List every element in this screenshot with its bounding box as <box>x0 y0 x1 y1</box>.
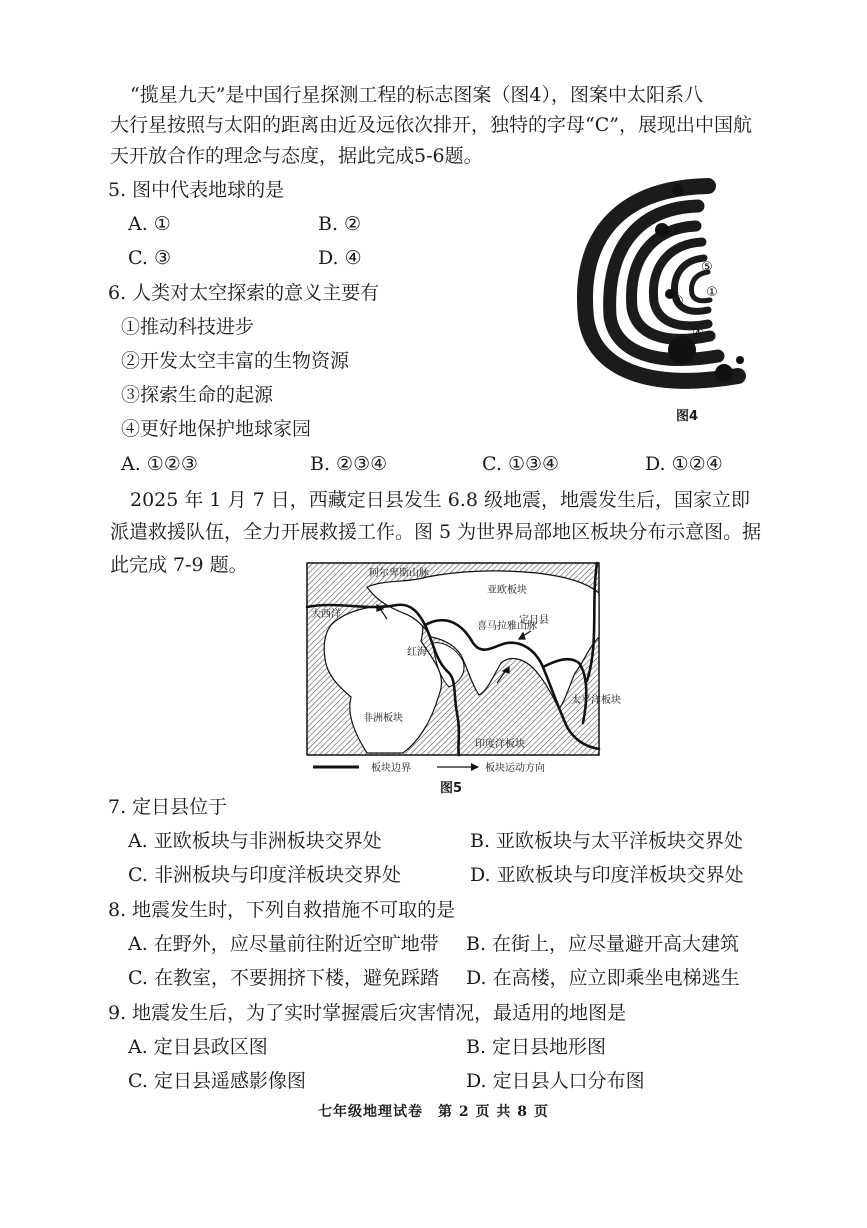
q9-option-c[interactable]: C. 定日县遥感影像图 <box>128 1070 306 1092</box>
q6-item-1: ①推动科技进步 <box>121 316 255 338</box>
q6-option-a[interactable]: A. ①②③ <box>121 453 198 475</box>
fig5-label-indian: 印度洋板块 <box>475 739 525 750</box>
q6-option-d[interactable]: D. ①②④ <box>645 453 723 475</box>
figure-4-caption: 图4 <box>676 409 699 424</box>
intro2-line3: 此完成 7-9 题。 <box>110 554 248 576</box>
q7-option-a[interactable]: A. 亚欧板块与非洲板块交界处 <box>128 830 382 852</box>
q6-item-4: ④更好地保护地球家园 <box>121 418 312 440</box>
figure-5-legend <box>313 760 583 774</box>
q5-option-a[interactable]: A. ① <box>128 213 171 235</box>
q8-option-a[interactable]: A. 在野外，应尽量前往附近空旷地带 <box>128 933 439 955</box>
q8-option-d[interactable]: D. 在高楼，应立即乘坐电梯逃生 <box>466 967 740 989</box>
intro1-line1: “揽星九天”是中国行星探测工程的标志图案（图4），图案中太阳系八 <box>130 84 704 106</box>
intro2-line1: 2025 年 1 月 7 日，西藏定日县发生 6.8 级地震，地震发生后，国家立即 <box>130 489 751 511</box>
fig4-marker-1: ① <box>706 285 718 300</box>
q5-option-d[interactable]: D. ④ <box>318 247 362 269</box>
q6-option-c[interactable]: C. ①③④ <box>482 453 560 475</box>
q5-option-c[interactable]: C. ③ <box>128 247 171 269</box>
fig5-label-dingri: 定日县 <box>519 615 549 626</box>
fig4-marker-2: ② <box>672 294 684 309</box>
q9-stem: 9. 地震发生后，为了实时掌握震后灾害情况，最适用的地图是 <box>108 1002 627 1024</box>
q6-stem: 6. 人类对太空探索的意义主要有 <box>108 282 380 304</box>
legend-boundary-label: 板块边界 <box>371 763 411 774</box>
fig5-label-himalaya: 喜马拉雅山脉 <box>477 621 537 632</box>
figure-5-map <box>307 563 621 755</box>
q7-option-c[interactable]: C. 非洲板块与印度洋板块交界处 <box>128 864 401 886</box>
q9-option-b[interactable]: B. 定日县地形图 <box>466 1036 607 1058</box>
q8-option-b[interactable]: B. 在街上，应尽量避开高大建筑 <box>466 933 740 955</box>
intro1-line2: 大行星按照与太阳的距离由近及远依次排开，独特的字母“C”，展现出中国航 <box>110 114 752 136</box>
q7-stem: 7. 定日县位于 <box>108 796 228 818</box>
fig4-marker-3: ③ <box>670 223 682 238</box>
q5-stem: 5. 图中代表地球的是 <box>108 179 285 201</box>
page-footer: 七年级地理试卷 第 2 页 共 8 页 <box>318 1104 549 1120</box>
intro2-line2: 派遣救援队伍，全力开展救援工作。图 5 为世界局部地区板块分布示意图。据 <box>110 521 762 543</box>
figure-5-caption: 图5 <box>440 781 463 796</box>
fig4-marker-5: ⑤ <box>701 260 713 275</box>
intro1-line3: 天开放合作的理念与态度，据此完成5-6题。 <box>110 145 483 167</box>
q6-option-b[interactable]: B. ②③④ <box>310 453 388 475</box>
fig5-label-alps: 阿尔卑斯山脉 <box>369 568 429 579</box>
fig4-marker-4: ④ <box>692 326 704 341</box>
q5-option-b[interactable]: B. ② <box>318 213 362 235</box>
q8-option-c[interactable]: C. 在教室，不要拥挤下楼，避免踩踏 <box>128 967 439 989</box>
fig5-label-redsea: 红海 <box>407 647 427 658</box>
fig5-label-atlantic: 大西洋 <box>311 609 341 620</box>
q7-option-b[interactable]: B. 亚欧板块与太平洋板块交界处 <box>470 830 744 852</box>
fig5-label-africa: 非洲板块 <box>363 713 403 724</box>
q7-option-d[interactable]: D. 亚欧板块与印度洋板块交界处 <box>470 864 744 886</box>
legend-arrow-head <box>471 763 479 771</box>
q8-stem: 8. 地震发生时，下列自救措施不可取的是 <box>108 899 456 921</box>
q9-option-d[interactable]: D. 定日县人口分布图 <box>466 1070 645 1092</box>
figure-4-logo <box>578 178 758 408</box>
legend-motion-label: 板块运动方向 <box>485 763 545 774</box>
q9-option-a[interactable]: A. 定日县政区图 <box>128 1036 268 1058</box>
q6-item-2: ②开发太空丰富的生物资源 <box>121 350 350 372</box>
fig5-label-eurasia: 亚欧板块 <box>487 585 527 596</box>
fig5-label-pacific: 太平洋板块 <box>571 695 621 706</box>
q6-item-3: ③探索生命的起源 <box>121 384 274 406</box>
